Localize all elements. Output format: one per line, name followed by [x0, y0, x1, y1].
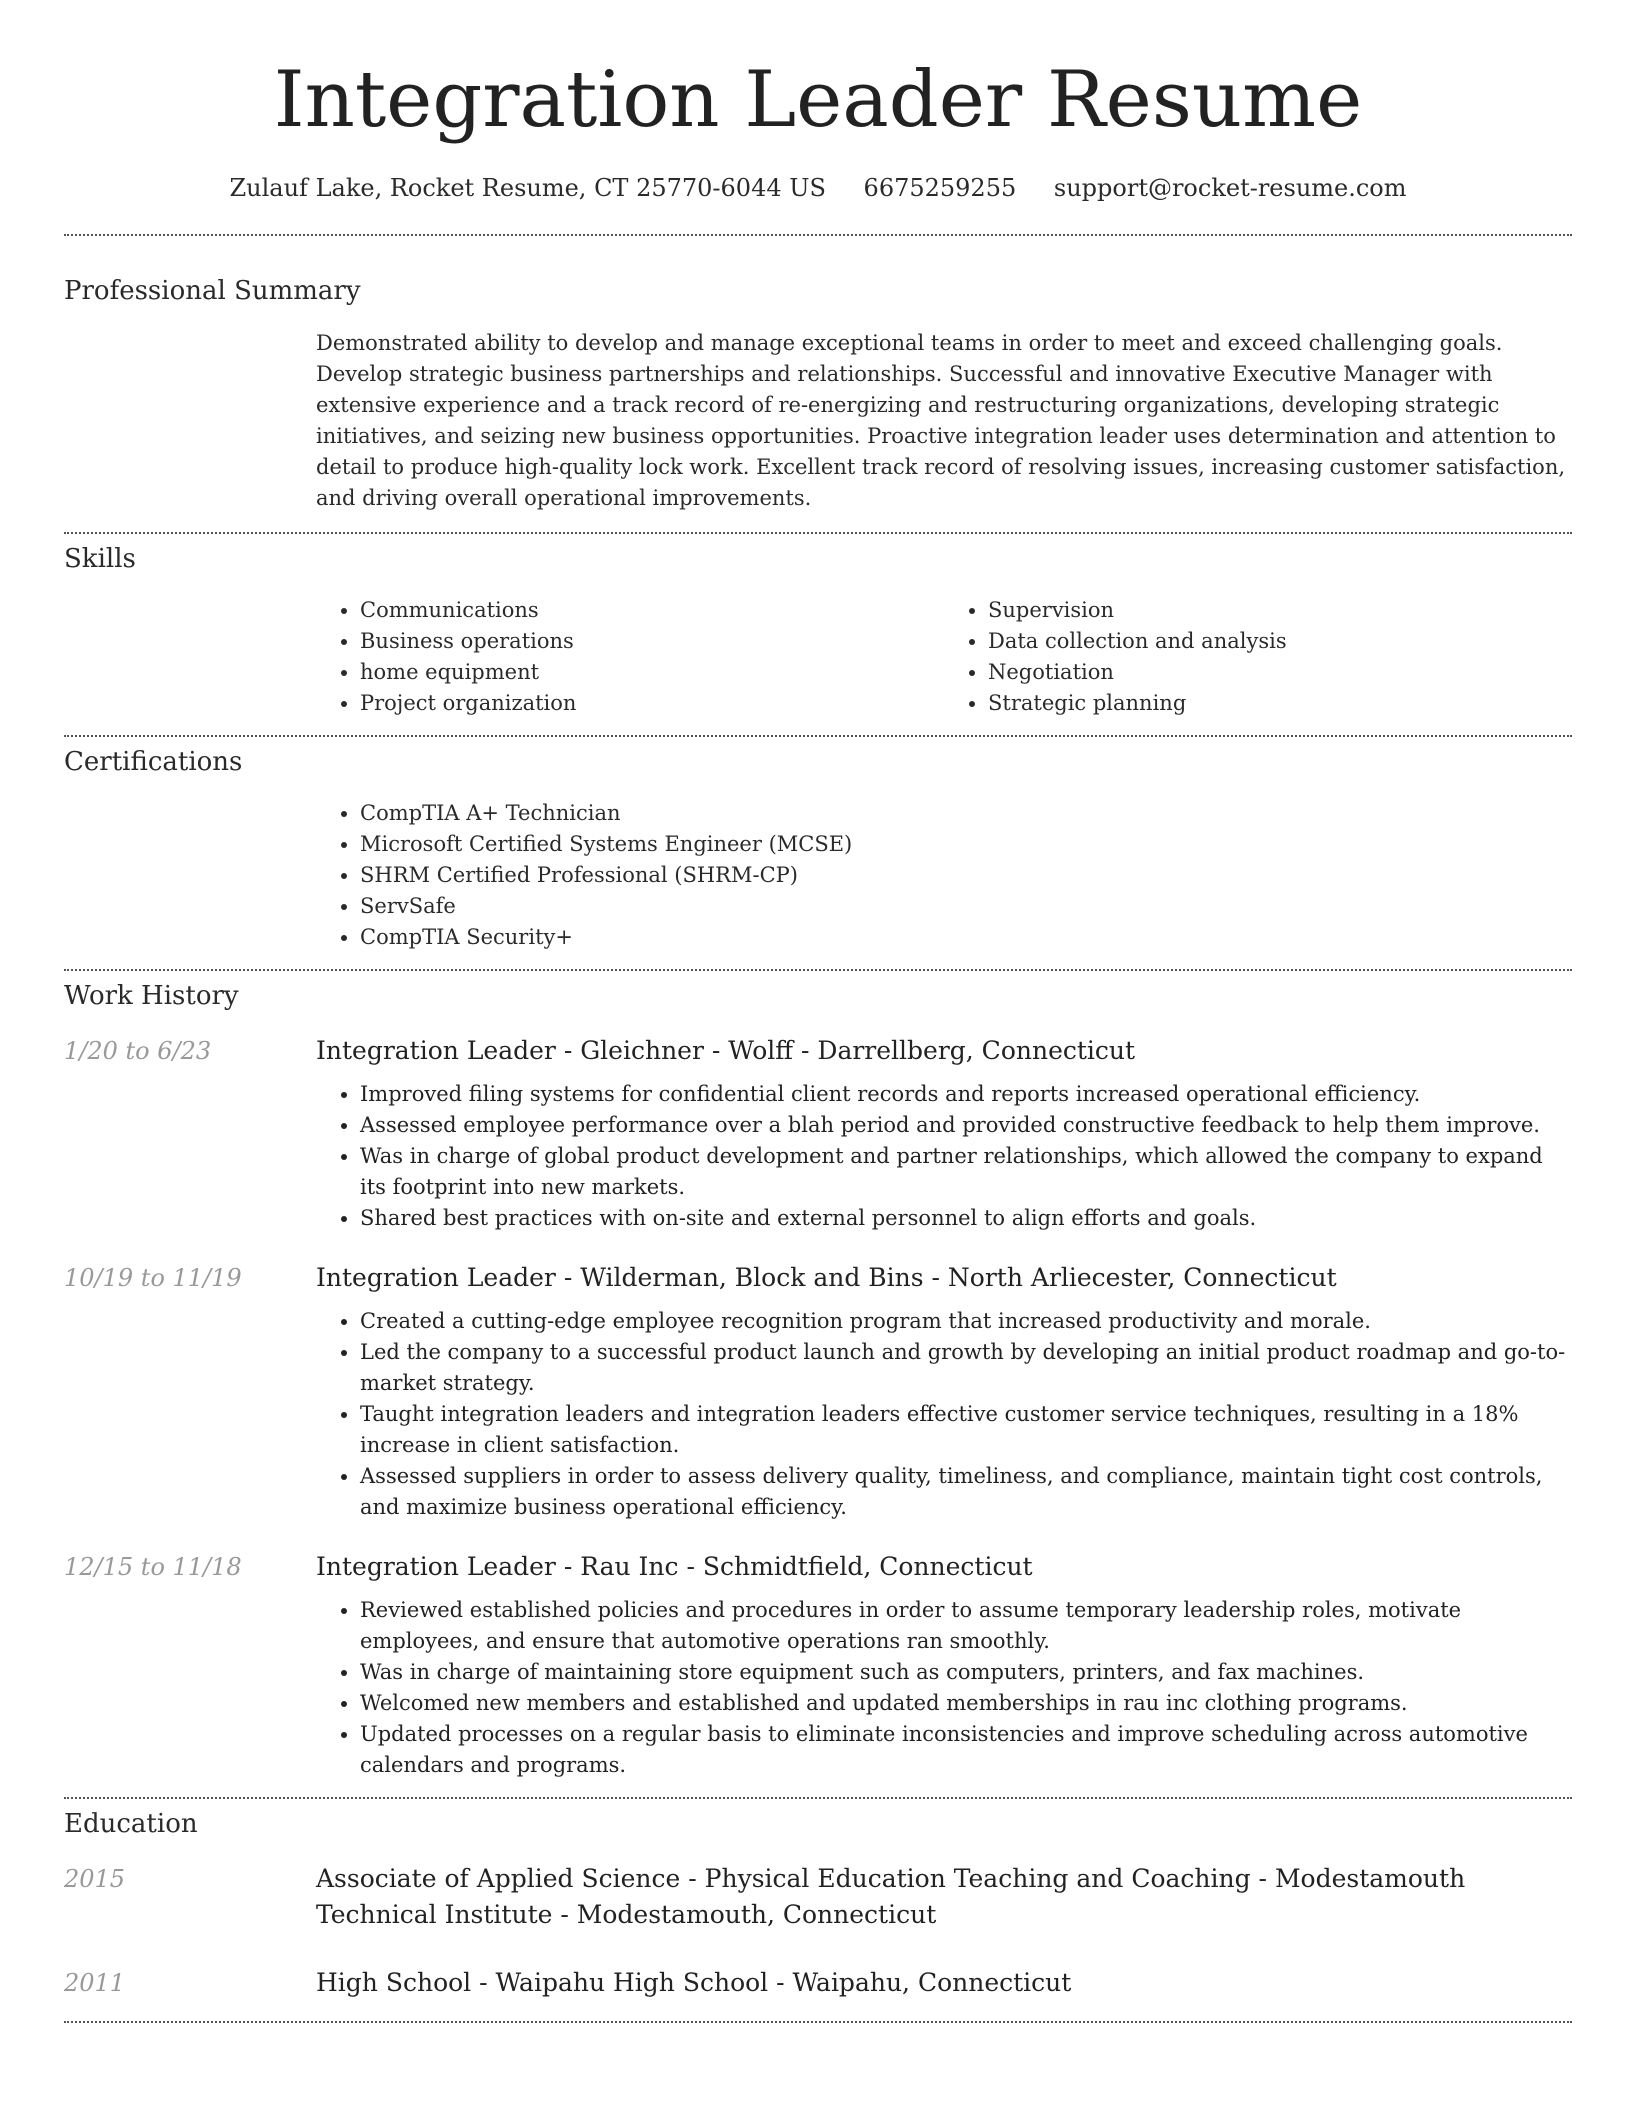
- list-item: • ServSafe: [360, 891, 1572, 922]
- list-item: • Assessed suppliers in order to assess delivery quality, timeliness, and compliance, maintain tight cost controls, and maximize business operational efficiency.: [360, 1461, 1572, 1523]
- list-item: • CompTIA Security+: [360, 922, 1572, 953]
- job-bullets: [316, 1079, 1572, 1234]
- job-entry: [64, 1033, 1572, 1234]
- list-item: • Supervision: [988, 595, 1572, 626]
- list-item: • Strategic planning: [988, 688, 1572, 719]
- job-date: 12/15 to 11/18: [64, 1553, 242, 1581]
- resume-title: Integration Leader Resume: [273, 55, 1363, 145]
- list-item: • SHRM Certified Professional (SHRM-CP): [360, 860, 1572, 891]
- contact-phone: 6675259255: [863, 174, 1017, 202]
- job-title: Integration Leader - Wilderman, Block and Bins - North Arliecester, Connecticut: [316, 1263, 1337, 1292]
- summary-heading: Professional Summary: [64, 276, 361, 306]
- summary-section: [64, 236, 1572, 514]
- education-heading: Education: [64, 1809, 198, 1839]
- summary-text: Demonstrated ability to develop and manage exceptional teams in order to meet and exceed challenging goals. Develop strategic business partnerships and relationships. Successful and innovative Executive Manager with extensive experience and a track record of re-energizing and restructuring organizations, developing strategic initiatives, and seizing new business opportunities. Proactive integration leader uses determination and attention to detail to produce high-quality lock work. Excellent track record of resolving issues, increasing customer satisfaction, and driving overall operational improvements.: [316, 331, 1566, 510]
- skills-list-left: [316, 595, 944, 719]
- skills-section: [64, 534, 1572, 719]
- education-date: 2015: [64, 1865, 126, 1893]
- certifications-heading: Certifications: [64, 747, 243, 777]
- skills-list-right: [944, 595, 1572, 719]
- list-item: • Microsoft Certified Systems Engineer (MCSE): [360, 829, 1572, 860]
- job-bullets: [316, 1306, 1572, 1523]
- list-item: • home equipment: [360, 657, 944, 688]
- list-item: • CompTIA A+ Technician: [360, 798, 1572, 829]
- skills-heading: Skills: [64, 544, 136, 574]
- education-section: [64, 1799, 1572, 2001]
- list-item: • Was in charge of global product development and partner relationships, which allowed the company to expand its footprint into new markets.: [360, 1141, 1572, 1203]
- list-item: • Welcomed new members and established and updated memberships in rau inc clothing programs.: [360, 1688, 1572, 1719]
- list-item: • Led the company to a successful product launch and growth by developing an initial product roadmap and go-to-market strategy.: [360, 1337, 1572, 1399]
- list-item: • Reviewed established policies and procedures in order to assume temporary leadership roles, motivate employees, and ensure that automotive operations ran smoothly.: [360, 1595, 1572, 1657]
- contact-address: Zulauf Lake, Rocket Resume, CT 25770-6044 US: [229, 174, 826, 202]
- resume-page: [64, 0, 1572, 2023]
- list-item: • Improved filing systems for confidential client records and reports increased operational efficiency.: [360, 1079, 1572, 1110]
- list-item: • Business operations: [360, 626, 944, 657]
- education-title: High School - Waipahu High School - Waipahu, Connecticut: [316, 1968, 1072, 1997]
- list-item: • Communications: [360, 595, 944, 626]
- job-title: Integration Leader - Gleichner - Wolff - Darrellberg, Connecticut: [316, 1036, 1136, 1065]
- list-item: • Data collection and analysis: [988, 626, 1572, 657]
- job-date: 10/19 to 11/19: [64, 1264, 242, 1292]
- job-entry: [64, 1260, 1572, 1523]
- list-item: • Negotiation: [988, 657, 1572, 688]
- education-entry: [64, 1965, 1572, 2001]
- divider: [64, 2021, 1572, 2023]
- education-title: Associate of Applied Science - Physical Education Teaching and Coaching - Modestamouth Technical Institute - Modestamouth, Connecticut: [316, 1864, 1466, 1929]
- certifications-section: [64, 737, 1572, 953]
- list-item: • Project organization: [360, 688, 944, 719]
- job-entry: [64, 1549, 1572, 1781]
- list-item: • Shared best practices with on-site and external personnel to align efforts and goals.: [360, 1203, 1572, 1234]
- job-bullets: [316, 1595, 1572, 1781]
- list-item: • Updated processes on a regular basis to eliminate inconsistencies and improve scheduling across automotive calendars and programs.: [360, 1719, 1572, 1781]
- work-heading: Work History: [64, 981, 239, 1011]
- list-item: • Was in charge of maintaining store equipment such as computers, printers, and fax machines.: [360, 1657, 1572, 1688]
- contact-email: support@rocket-resume.com: [1053, 174, 1407, 202]
- education-date: 2011: [64, 1969, 126, 1997]
- contact-line: [64, 172, 1572, 204]
- list-item: • Taught integration leaders and integration leaders effective customer service techniques, resulting in a 18% increase in client satisfaction.: [360, 1399, 1572, 1461]
- list-item: • Assessed employee performance over a blah period and provided constructive feedback to help them improve.: [360, 1110, 1572, 1141]
- certifications-list: [316, 798, 1572, 953]
- work-section: [64, 971, 1572, 1781]
- job-date: 1/20 to 6/23: [64, 1037, 212, 1065]
- education-entry: [64, 1861, 1572, 1933]
- job-title: Integration Leader - Rau Inc - Schmidtfield, Connecticut: [316, 1552, 1033, 1581]
- list-item: • Created a cutting-edge employee recognition program that increased productivity and morale.: [360, 1306, 1572, 1337]
